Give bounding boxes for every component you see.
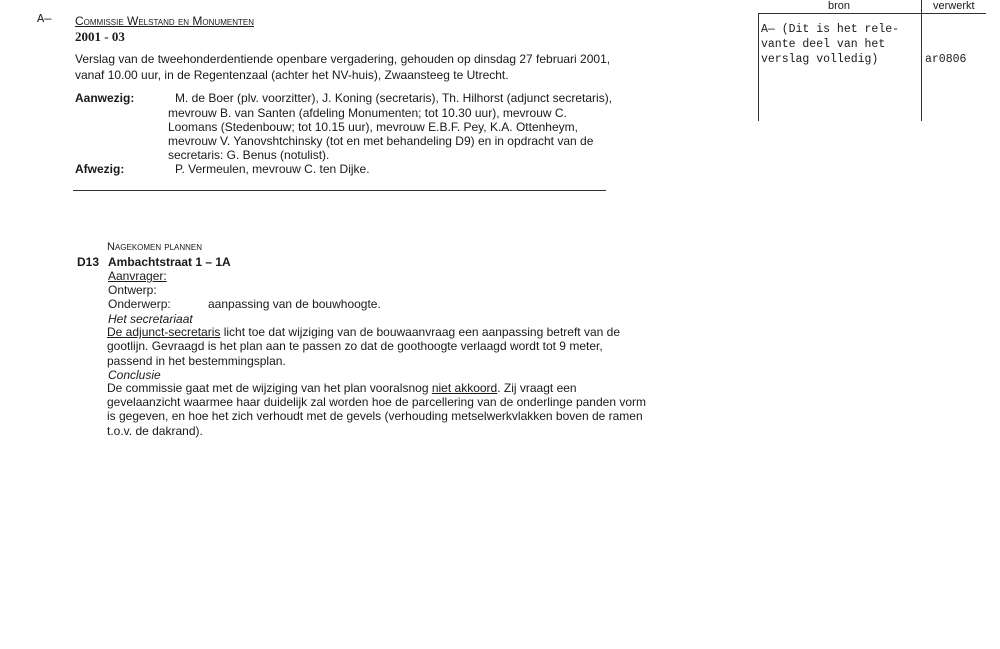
- secretariat-heading: Het secretariaat: [108, 312, 193, 326]
- present-label: Aanwezig:: [75, 91, 135, 105]
- item-title: Ambachtstraat 1 – 1A: [108, 255, 231, 269]
- applicant-label: Aanvrager:: [108, 269, 167, 283]
- present-line-3: Loomans (Stedenbouw; tot 10.15 uur), mevrouw E.B.F. Pey, K.A. Ottenheym,: [168, 120, 578, 134]
- subject-label: Onderwerp:: [108, 297, 171, 311]
- stamp-col-source: bron: [828, 0, 851, 12]
- present-line-4: mevrouw V. Yanovshtchinsky (tot en met behandeling D9) en in opdracht van de: [168, 134, 594, 148]
- stamp-processed-value: ar0806: [925, 53, 967, 66]
- secretariat-line-2: gootlijn. Gevraagd is het plan aan te passen zo dat de goothoogte verlaagd wordt tot 9 meter,: [107, 339, 603, 353]
- organization-title: Commissie Welstand en Monumenten: [75, 14, 254, 28]
- conclusion-not-agreed: niet akkoord: [431, 381, 498, 395]
- absent-text: P. Vermeulen, mevrouw C. ten Dijke.: [175, 162, 370, 176]
- stamp-source-line-2: vante deel van het: [761, 38, 886, 51]
- intro-line-2: vanaf 10.00 uur, in de Regentenzaal (achter het NV-huis), Zwaansteeg te Utrecht.: [75, 68, 509, 82]
- secretariat-line-1: [107, 325, 620, 339]
- conclusion-line-2: gevelaanzicht waarmee haar duidelijk zal worden hoe de parcellering van de onderlinge panden vorm: [107, 395, 647, 409]
- conclusion-line-3: is gegeven, en hoe het zich verhoudt met de gevels (verhouding metselwerkvlakken boven de ramen: [107, 409, 643, 423]
- stamp-header-rule: [758, 13, 986, 14]
- stamp-source-line-1: A— (Dit is het rele-: [761, 23, 900, 36]
- design-label: Ontwerp:: [108, 283, 157, 297]
- present-line-2: mevrouw B. van Santen (afdeling Monumenten; tot 10.30 uur), mevrouw C.: [168, 106, 567, 120]
- secretariat-line-1-rest: licht toe dat wijziging van de bouwaanvraag een aanpassing betreft van de: [220, 325, 620, 339]
- section-divider: [73, 190, 606, 191]
- stamp-column-rule: [921, 0, 922, 121]
- secretariat-line-3: passend in het bestemmingsplan.: [107, 354, 286, 368]
- conclusion-heading: Conclusie: [108, 368, 161, 382]
- intro-line-1: Verslag van de tweehonderdentiende openbare vergadering, gehouden op dinsdag 27 februari 2001,: [75, 52, 611, 66]
- subject-value: aanpassing van de bouwhoogte.: [208, 297, 381, 311]
- conclusion-line-1-a: De commissie gaat met de wijziging van het plan vooralsnog: [107, 381, 432, 395]
- absent-label: Afwezig:: [75, 162, 125, 176]
- stamp-col-processed: verwerkt: [933, 0, 975, 12]
- section-heading: Nagekomen plannen: [107, 241, 203, 253]
- conclusion-line-1-c: . Zij vraagt een: [497, 381, 577, 395]
- conclusion-line-4: t.o.v. de dakrand).: [107, 424, 203, 438]
- secretariat-lead: De adjunct-secretaris: [107, 325, 221, 339]
- item-code: D13: [77, 255, 100, 269]
- conclusion-line-1: [107, 381, 577, 395]
- stamp-left-rule: [758, 13, 759, 121]
- margin-mark: A—: [37, 12, 52, 26]
- stamp-source-line-3: verslag volledig): [761, 53, 879, 66]
- present-line-5: secretaris: G. Benus (notulist).: [168, 148, 330, 162]
- meeting-number: 2001 - 03: [75, 29, 125, 44]
- present-line-1: M. de Boer (plv. voorzitter), J. Koning (secretaris), Th. Hilhorst (adjunct secretaris),: [175, 91, 613, 105]
